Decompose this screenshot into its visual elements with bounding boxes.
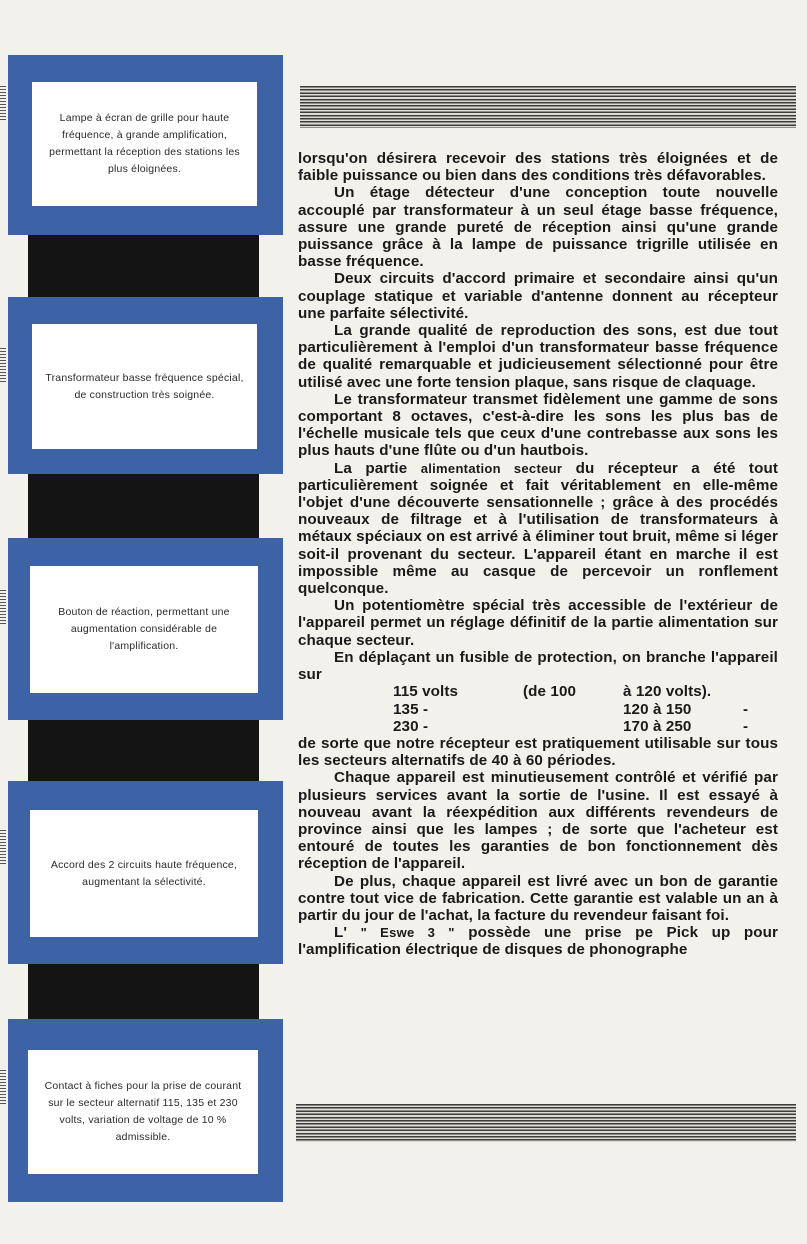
voltage-table: 115 volts (de 100 à 120 volts). 135 - 120 à 150 - 230 - 170 à 250 -	[393, 683, 749, 735]
paragraph: Un potentiomètre spécial très accessible de l'extérieur de l'appareil permet un réglage définitif de la partie alimentation sur chaque secteur.	[298, 597, 778, 649]
photo-band	[28, 235, 259, 297]
striped-rule-top	[300, 86, 796, 128]
scan-edge-mark	[0, 1070, 6, 1106]
scan-edge-mark	[0, 348, 6, 384]
paragraph: La grande qualité de reproduction des sons, est due tout particulièrement à l'emploi d'un transformateur basse fréquence de qualité remarquable et judicieusement sélectionné pour être utilisé avec une forte tension plaque, sans risque de claquage.	[298, 322, 778, 391]
paragraph: Un étage détecteur d'une conception toute nouvelle accouplé par transformateur à un seul étage basse fréquence, assure une grande pureté de réception ainsi qu'une grande puissance grâce à la lampe de puissance trigrille utilisée en basse fréquence.	[298, 184, 778, 271]
photo-band	[28, 964, 259, 1019]
paragraph: de sorte que notre récepteur est pratiquement utilisable sur tous les secteurs alternatifs de 40 à 60 périodes.	[298, 734, 778, 770]
caption-contact: Contact à fiches pour la prise de courant sur le secteur alternatif 115, 135 et 230 volts, variation de voltage de 10 % admissible.	[28, 1050, 258, 1174]
paragraph: Deux circuits d'accord primaire et secondaire ainsi qu'un couplage statique et variable d'antenne donnent au récepteur une parfaite sélectivité.	[298, 270, 778, 322]
paragraph: La partie alimentation secteur du récepteur a été tout particulièrement soignée et fait véritablement en elle-même l'objet d'une découverte sensationnelle ; grâce à des procédés nouveaux de filtrage et à l'utilisation de transformateurs à métaux spéciaux on est arrivé à éliminer tout bruit, même si léger soit-il provenant du secteur. L'appareil étant en marche il est impossible même au casque de percevoir un ronflement quelconque.	[298, 459, 778, 598]
paragraph: En déplaçant un fusible de protection, on branche l'appareil sur	[298, 648, 778, 684]
paragraph: De plus, chaque appareil est livré avec un bon de garantie contre tout vice de fabrication. Cette garantie est valable un an à partir du jour de l'achat, la facture du revendeur faisant foi.	[298, 872, 778, 924]
emphasis-alimentation: alimentation secteur	[420, 460, 563, 476]
paragraph: L' " Eswe 3 " possède une prise pe Pick up pour l'amplification électrique de disques de phonographe	[298, 924, 778, 959]
body-text-column	[298, 150, 778, 959]
striped-rule-bottom	[296, 1104, 796, 1142]
paragraph: lorsqu'on désirera recevoir des stations très éloignées et de faible puissance ou bien dans des conditions très défavorables.	[298, 150, 778, 185]
caption-bouton-reaction: Bouton de réaction, permettant une augmentation considérable de l'amplification.	[30, 566, 258, 693]
scan-edge-mark	[0, 86, 6, 122]
scan-edge-mark	[0, 830, 6, 866]
caption-accord: Accord des 2 circuits haute fréquence, augmentant la sélectivité.	[30, 810, 258, 937]
caption-transformateur: Transformateur basse fréquence spécial, de construction très soignée.	[32, 324, 257, 449]
emphasis-eswe3: " Eswe 3 "	[360, 925, 455, 941]
scan-edge-mark	[0, 590, 6, 626]
paragraph: Le transformateur transmet fidèlement une gamme de sons comportant 8 octaves, c'est-à-dire les sons les plus bas de l'échelle musicale tels que ceux d'une contrebasse aux sons les plus hauts d'une flûte ou d'un hautbois.	[298, 390, 778, 460]
photo-band	[28, 474, 259, 538]
paragraph: Chaque appareil est minutieusement contrôlé et vérifié par plusieurs services avant la sortie de l'usine. Il est essayé à nouveau avant la réexpédition aux différents revendeurs de province ainsi que les lampes ; de sorte que l'acheteur est entouré de toutes les garanties de bon fonctionnement dès réception de l'appareil.	[298, 769, 778, 873]
caption-lampe: Lampe à écran de grille pour haute fréquence, à grande amplification, permettant la réception des stations les plus éloignées.	[32, 82, 257, 206]
photo-band	[28, 720, 259, 781]
